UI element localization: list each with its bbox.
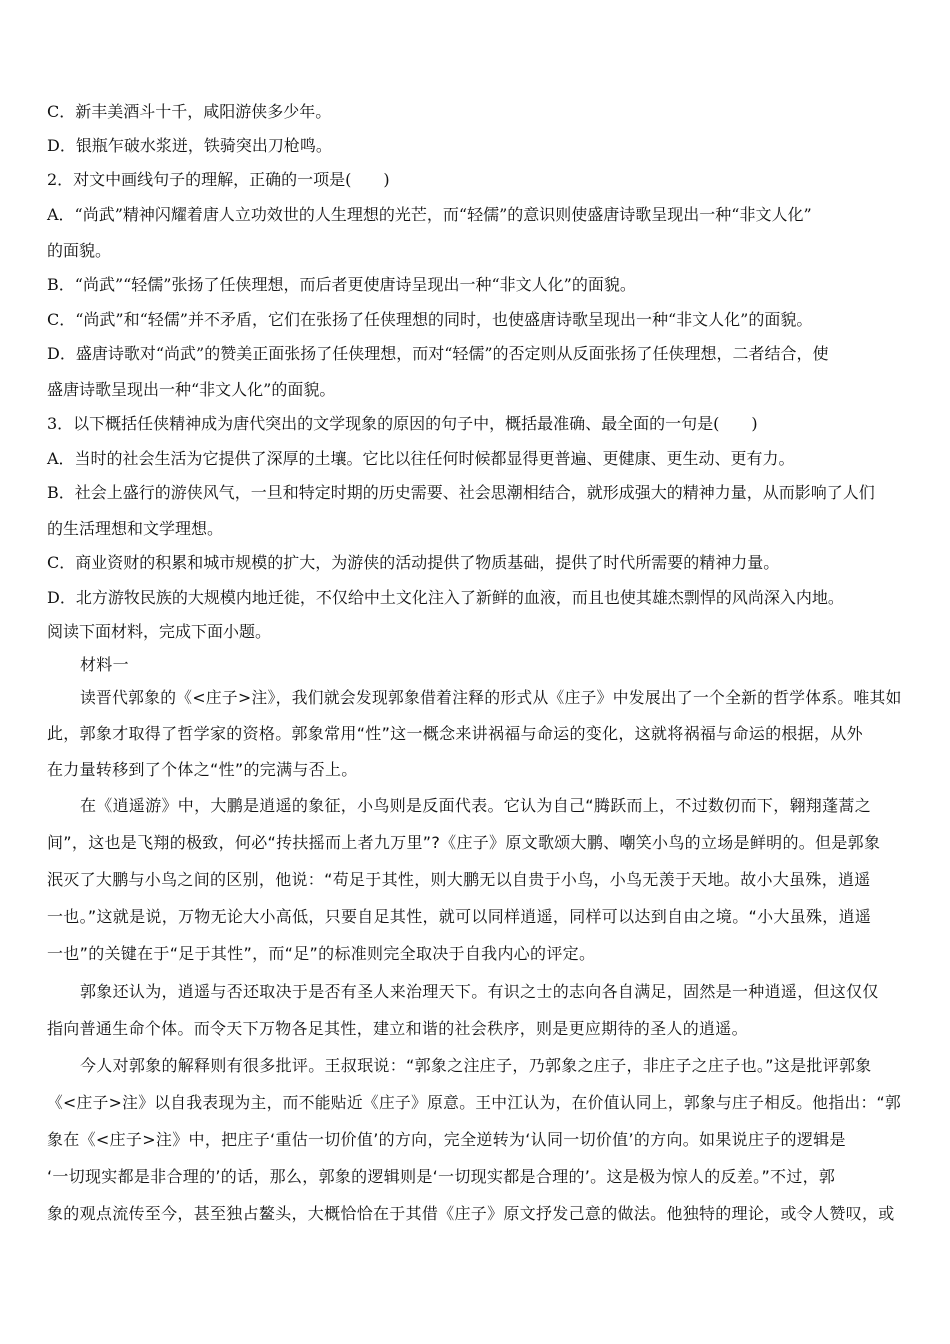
q2-option-a-line1: A．“尚武”精神闪耀着唐人立功效世的人生理想的光芒，而“轻儒”的意识则使盛唐诗歌呈现出一种“非文人化” bbox=[47, 205, 812, 224]
material-p3-line1: 郭象还认为，逍遥与否还取决于是否有圣人来治理天下。有识之士的志向各自满足，固然是一种逍遥，但这仅仅 bbox=[80, 982, 879, 1001]
material-p2-line3: 泯灭了大鹏与小鸟之间的区别，他说：“苟足于其性，则大鹏无以自贵于小鸟，小鸟无羡于天地。故小大虽殊，逍遥 bbox=[47, 870, 871, 889]
q2-option-d-line1: D．盛唐诗歌对“尚武”的赞美正面张扬了任侠理想，而对“轻儒”的否定则从反面张扬了任侠理想，二者结合，使 bbox=[47, 344, 829, 363]
material-p2-line1: 在《逍遥游》中，大鹏是逍遥的象征，小鸟则是反面代表。它认为自己“腾跃而上，不过数仞而下，翱翔蓬蒿之 bbox=[80, 796, 871, 815]
material-p2-line4: 一也。”这就是说，万物无论大小高低，只要自足其性，就可以同样逍遥，同样可以达到自由之境。“小大虽殊，逍遥 bbox=[47, 907, 872, 926]
q2-option-d-line2: 盛唐诗歌呈现出一种“非文人化”的面貌。 bbox=[47, 380, 336, 399]
material-p2-line5: 一也”的关键在于“足于其性”，而“足”的标准则完全取决于自我内心的评定。 bbox=[47, 944, 596, 963]
q1-option-d: D．银瓶乍破水浆迸，铁骑突出刀枪鸣。 bbox=[47, 136, 332, 155]
material-p4-line4: ‘一切现实都是非合理的’的话，那么，郭象的逻辑则是‘一切现实都是合理的’。这是极为惊人的反差。”不过，郭 bbox=[47, 1167, 836, 1186]
material-p4-line3: 象在《<庄子>注》中，把庄子‘重估一切价值’的方向，完全逆转为‘认同一切价值’的方向。如果说庄子的逻辑是 bbox=[47, 1130, 846, 1149]
material-p1-line2: 此，郭象才取得了哲学家的资格。郭象常用“性”这一概念来讲祸福与命运的变化，这就将祸福与命运的根据，从外 bbox=[47, 724, 863, 743]
q2-option-a-line2: 的面貌。 bbox=[47, 241, 112, 260]
q2-option-c: C．“尚武”和“轻儒”并不矛盾，它们在张扬了任侠理想的同时，也使盛唐诗歌呈现出一种“非文人化”的面貌。 bbox=[47, 310, 813, 329]
material-heading: 材料一 bbox=[80, 655, 129, 674]
material-p1-line3: 在力量转移到了个体之“性”的完满与否上。 bbox=[47, 760, 358, 779]
material-p4-line5: 象的观点流传至今，甚至独占鳌头，大概恰恰在于其借《庄子》原文抒发己意的做法。他独特的理论，或令人赞叹，或 bbox=[47, 1204, 895, 1223]
q3-option-b-line1: B．社会上盛行的游侠风气，一旦和特定时期的历史需要、社会思潮相结合，就形成强大的精神力量，从而影响了人们 bbox=[47, 483, 875, 502]
material-p4-line2: 《<庄子>注》以自我表现为主，而不能贴近《庄子》原意。王中江认为，在价值认同上，郭象与庄子相反。他指出：“郭 bbox=[47, 1093, 901, 1112]
q2-option-b: B．“尚武”“轻儒”张扬了任侠理想，而后者更使唐诗呈现出一种“非文人化”的面貌。 bbox=[47, 275, 636, 294]
q3-option-c: C．商业资财的积累和城市规模的扩大，为游侠的活动提供了物质基础，提供了时代所需要的精神力量。 bbox=[47, 553, 780, 572]
q1-option-c: C．新丰美酒斗十千，咸阳游侠多少年。 bbox=[47, 102, 332, 121]
q3-option-d: D．北方游牧民族的大规模内地迁徙，不仅给中土文化注入了新鲜的血液，而且也使其雄杰剽悍的风尚深入内地。 bbox=[47, 588, 844, 607]
material-p3-line2: 指向普通生命个体。而令天下万物各足其性，建立和谐的社会秩序，则是更应期待的圣人的逍遥。 bbox=[47, 1019, 748, 1038]
material-p2-line2: 间”，这也是飞翔的极致，何必“抟扶摇而上者九万里”?《庄子》原文歌颂大鹏、嘲笑小鸟的立场是鲜明的。但是郭象 bbox=[47, 833, 881, 852]
q3-option-b-line2: 的生活理想和文学理想。 bbox=[47, 519, 224, 538]
q3-option-a: A．当时的社会生活为它提供了深厚的土壤。它比以往任何时候都显得更普遍、更健康、更生动、更有力。 bbox=[47, 449, 795, 468]
q3-stem: 3．以下概括任侠精神成为唐代突出的文学现象的原因的句子中，概括最准确、最全面的一句是( ) bbox=[47, 414, 758, 433]
q2-stem: 2．对文中画线句子的理解，正确的一项是( ) bbox=[47, 170, 390, 189]
material-p4-line1: 今人对郭象的解释则有很多批评。王叔珉说：“郭象之注庄子，乃郭象之庄子，非庄子之庄子也。”这是批评郭象 bbox=[80, 1056, 872, 1075]
material-p1-line1: 读晋代郭象的《<庄子>注》，我们就会发现郭象借着注释的形式从《庄子》中发展出了一个全新的哲学体系。唯其如 bbox=[80, 688, 902, 707]
reading-instruction: 阅读下面材料，完成下面小题。 bbox=[47, 622, 272, 641]
